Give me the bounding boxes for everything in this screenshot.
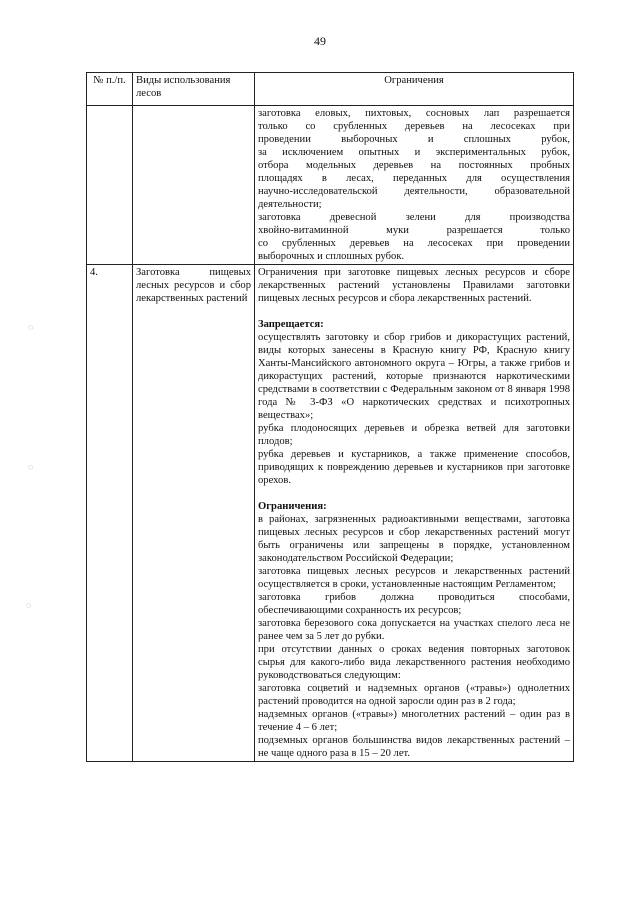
scan-mark: ◌ bbox=[26, 600, 32, 610]
prohibited-item: осуществлять заготовку и сбор грибов и дикорастущих растений, виды которых занесены в Красную книгу РФ, Красную книгу Ханты-Мансийского автономного округа – Югры, а также грибов и дикорастущих растений, которые признаются наркотическими средствами в соответствии с Федеральным законом от 8 января 1998 года № 3-ФЗ «О наркотических средствах и психотропных веществах»; bbox=[258, 332, 570, 421]
row4-intro: Ограничения при заготовке пищевых лесных ресурсов и сборе лекарственных растений установлены Правилами заготовки пищевых лесных ресурсов и сбора лекарственных растений. bbox=[258, 267, 570, 304]
limit-item: надземных органов («травы») многолетних растений – один раз в течение 4 – 6 лет; bbox=[258, 709, 570, 733]
text-line: хвойно-витаминной муки разрешается только bbox=[258, 225, 570, 236]
limit-item: в районах, загрязненных радиоактивными веществами, заготовка пищевых лесных ресурсов и сбор лекарственных растений могут быть ограничены или запрещены в порядке, установленном законодательством Российской Федерации; bbox=[258, 514, 570, 564]
scan-mark: ◌ bbox=[28, 462, 34, 472]
limit-item: заготовка березового сока допускается на участках спелого леса не ранее чем за 5 лет до рубки. bbox=[258, 618, 570, 642]
text-line: заготовка еловых, пихтовых, сосновых лап разрешается bbox=[258, 108, 570, 119]
limit-item: подземных органов большинства видов лекарственных растений – не чаще одного раза в 15 – 20 лет. bbox=[258, 735, 570, 759]
row4-num: 4. bbox=[87, 265, 133, 762]
text-line: за исключением опытных и экспериментальных рубок, bbox=[258, 147, 570, 158]
text-line: выборочных и сплошных рубок. bbox=[258, 251, 405, 262]
row4-kind: Заготовка пищевых лесных ресурсов и сбор лекарственных растений bbox=[133, 265, 255, 762]
limit-item: при отсутствии данных о сроках ведения повторных заготовок сырья для какого-либо вида лекарственного растения необходимо руководствоваться следующим: bbox=[258, 644, 570, 681]
table-row bbox=[87, 106, 574, 265]
text-line: со срубленных деревьев на лесосеках при проведении bbox=[258, 238, 570, 249]
prohibited-item: рубка плодоносящих деревьев и обрезка ветвей для заготовки плодов; bbox=[258, 423, 570, 447]
limit-item: заготовка пищевых лесных ресурсов и лекарственных растений осуществляется в сроки, установленные настоящим Регламентом; bbox=[258, 566, 570, 590]
page-number: 49 bbox=[314, 34, 326, 48]
header-kind: Виды использования лесов bbox=[133, 73, 255, 106]
text-line: только со срубленных деревьев на лесосеках при bbox=[258, 121, 570, 132]
limit-item: заготовка соцветий и надземных органов («травы») однолетних растений проводится на одной заросли один раз в 2 года; bbox=[258, 683, 570, 707]
row-prev-num bbox=[87, 106, 133, 265]
table-header-row bbox=[87, 73, 574, 106]
text-line: деятельности; bbox=[258, 199, 322, 210]
scan-mark: ◌ bbox=[28, 322, 34, 332]
regulations-table bbox=[86, 72, 574, 762]
table-row bbox=[87, 265, 574, 762]
header-restrictions: Ограничения bbox=[255, 73, 574, 106]
row4-restrictions bbox=[255, 265, 574, 762]
row-prev-restrictions bbox=[255, 106, 574, 265]
text-line: проведении выборочных и сплошных рубок, bbox=[258, 134, 570, 145]
text-line: заготовка древесной зелени для производства bbox=[258, 212, 570, 223]
prohibited-title: Запрещается: bbox=[258, 319, 324, 330]
text-line: отбора модельных деревьев на постоянных пробных bbox=[258, 160, 570, 171]
header-num: № п./п. bbox=[87, 73, 133, 106]
text-line: научно-исследовательской деятельности, образовательной bbox=[258, 186, 570, 197]
text-line: площадях в лесах, переданных для осуществления bbox=[258, 173, 570, 184]
limit-item: заготовка грибов должна проводиться способами, обеспечивающими сохранность их ресурсов; bbox=[258, 592, 570, 616]
prohibited-item: рубка деревьев и кустарников, а также применение способов, приводящих к повреждению деревьев и кустарников при заготовке орехов. bbox=[258, 449, 570, 486]
limits-title: Ограничения: bbox=[258, 501, 327, 512]
row-prev-kind bbox=[133, 106, 255, 265]
